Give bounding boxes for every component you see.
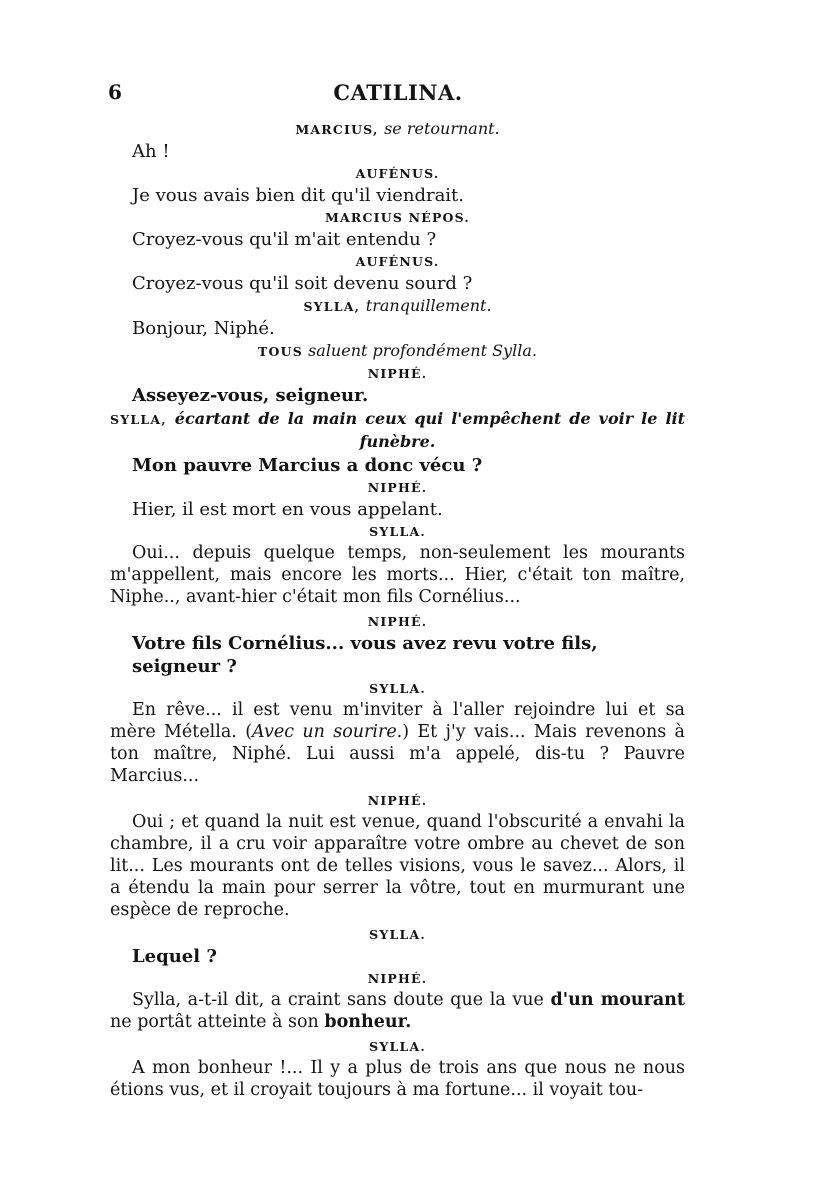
dialogue-line: Croyez-vous qu'il m'ait entendu ? xyxy=(132,229,437,250)
stage-direction: se retournant. xyxy=(384,119,500,138)
dialogue-line: Je vous avais bien dit qu'il viendrait. xyxy=(132,185,465,206)
dialogue-line: Croyez-vous qu'il soit devenu sourd ? xyxy=(132,273,473,294)
dialogue-line: Lequel ? xyxy=(132,946,217,967)
speaker-name: MARCIUS NÉPOS. xyxy=(325,210,470,225)
speaker-line xyxy=(110,925,685,945)
speaker-name: NIPHÉ. xyxy=(367,793,428,808)
dialogue-fragment: bonheur. xyxy=(324,1012,412,1032)
dialogue-fragment: En rêve... il est venu m'inviter à l'aller rejoindre lui et sa mère Métella. ( xyxy=(110,700,685,742)
speaker-line xyxy=(110,679,685,699)
speaker-name: AUFÉNUS. xyxy=(355,254,440,269)
dialogue-fragment: ) Et j'y vais... Mais revenons à ton maître, Niphé. Lui aussi m'a appelé, dis-tu ? Pauvre Marcius... xyxy=(110,722,685,786)
speaker-name: SYLLA. xyxy=(369,681,426,696)
speaker-line xyxy=(110,164,685,184)
speaker-line xyxy=(110,364,685,384)
speaker-name: NIPHÉ. xyxy=(367,971,428,986)
speaker-name: AUFÉNUS. xyxy=(355,166,440,181)
stage-direction-line xyxy=(110,340,685,363)
speaker-name: SYLLA. xyxy=(369,927,426,942)
running-title: CATILINA. xyxy=(333,80,463,105)
speaker-line xyxy=(110,252,685,272)
dialogue-paragraph xyxy=(110,699,685,787)
speaker-line xyxy=(110,478,685,498)
dialogue-fragment: ne portât atteinte à son xyxy=(110,1012,325,1032)
speaker-line xyxy=(110,969,685,989)
stage-direction: saluent profondément Sylla. xyxy=(308,341,537,360)
speaker-line xyxy=(110,408,685,454)
speaker-name: MARCIUS, xyxy=(295,122,379,137)
stage-direction: écartant de la main ceux qui l'empêchent de voir le lit funèbre. xyxy=(174,409,685,451)
dialogue-paragraph: Oui... depuis quelque temps, non-seulement les mourants m'appellent, mais encore les morts... Hier, c'était ton maître, Niphe.., avant-hier c'était mon fils Cornélius... xyxy=(110,543,685,607)
dialogue-fragment: d'un mourant xyxy=(550,990,685,1010)
speaker-name: SYLLA. xyxy=(369,1039,426,1054)
speaker-name: SYLLA, xyxy=(303,299,361,314)
speaker-line xyxy=(110,119,685,140)
dialogue-fragment: Sylla, a-t-il dit, a craint sans doute que la vue xyxy=(132,990,551,1010)
speaker-name: SYLLA, xyxy=(110,412,167,427)
dialogue-paragraph: Oui ; et quand la nuit est venue, quand l'obscurité a envahi la chambre, il a cru voir apparaître votre ombre au chevet de son lit... Les mourants ont de telles visions, vous le savez... Alors, il a étendu la main pour serrer la vôtre, tout en murmurant une espèce de reproche. xyxy=(110,812,685,920)
dialogue-line: Ah ! xyxy=(132,141,170,162)
speaker-line xyxy=(110,791,685,811)
speaker-name: SYLLA. xyxy=(369,524,426,539)
speaker-line xyxy=(110,208,685,228)
speaker-line xyxy=(110,296,685,317)
speaker-line xyxy=(110,522,685,542)
dialogue-line: Votre fils Cornélius... vous avez revu votre fils, seigneur ? xyxy=(132,633,598,677)
dialogue-paragraph: A mon bonheur !... Il y a plus de trois ans que nous ne nous étions vus, et il croyait toujours à ma fortune... il voyait tou- xyxy=(110,1058,685,1100)
dialogue-line: Bonjour, Niphé. xyxy=(132,318,275,339)
play-text xyxy=(110,118,685,1105)
speaker-name: NIPHÉ. xyxy=(367,366,428,381)
stage-direction: tranquillement. xyxy=(365,296,492,315)
page-header xyxy=(108,80,688,110)
dialogue-line: Mon pauvre Marcius a donc vécu ? xyxy=(132,455,483,476)
speaker-name: NIPHÉ. xyxy=(367,480,428,495)
speaker-line xyxy=(110,612,685,632)
dialogue-paragraph xyxy=(110,989,685,1033)
stage-direction: Avec un sourire. xyxy=(252,722,403,742)
page-number: 6 xyxy=(108,80,122,104)
speaker-line xyxy=(110,1037,685,1057)
dialogue-line: Asseyez-vous, seigneur. xyxy=(132,385,369,406)
dialogue-line: Hier, il est mort en vous appelant. xyxy=(132,499,443,520)
speaker-name: NIPHÉ. xyxy=(367,614,428,629)
stage-direction-subject: TOUS xyxy=(258,344,303,359)
